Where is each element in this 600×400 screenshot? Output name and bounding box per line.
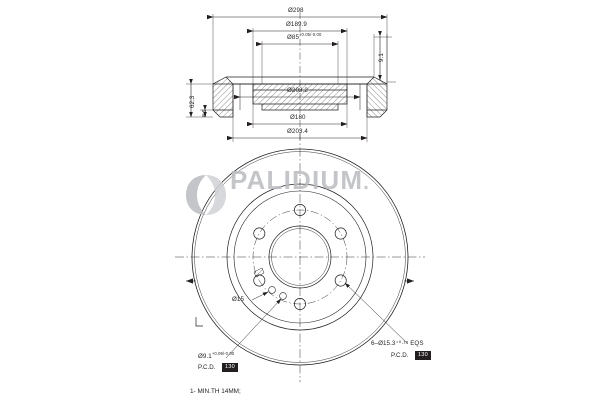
dim-label-d189-9: Ø189.9 <box>286 21 307 28</box>
pcd-left-label: P.C.D. <box>198 364 216 371</box>
orientation-mark-l <box>196 317 203 326</box>
dim-label-d298: Ø298 <box>288 7 304 14</box>
section-right-ring <box>367 77 387 117</box>
dim-label-d180: Ø180 <box>290 114 306 121</box>
pcd-right-value: 130 <box>415 351 431 360</box>
pcd-right-label: P.C.D. <box>391 352 409 359</box>
note-min-thickness: 1- MIN.TH 14MM; <box>190 388 241 395</box>
dim-label-d85-tolerance: +0.05/-0.00 <box>299 31 322 37</box>
brand-watermark-dot: . <box>363 172 371 194</box>
small-holes <box>269 287 287 300</box>
dim-label-d203-4: Ø203.4 <box>287 128 308 135</box>
dim-label-62-3: 62.3 <box>189 95 196 108</box>
dim-label-d9-1 <box>198 350 235 360</box>
top-section-view <box>186 12 396 142</box>
section-left-ring <box>213 77 233 117</box>
dim-label-8-5: 8.5 <box>202 109 208 117</box>
dim-label-d9-1-tolerance: +0.09/-0.00 <box>211 350 235 356</box>
leader-d15 <box>252 292 268 300</box>
leader-d9-1 <box>226 299 281 358</box>
brand-watermark-text: PALIDIUM <box>229 165 364 195</box>
leader-bolt-holes <box>345 283 408 344</box>
dim-label-9-1: 9.1 <box>378 53 385 62</box>
dim-label-d85-value: Ø85 <box>287 34 299 41</box>
dim-label-d15: Ø15 <box>232 296 244 303</box>
dim-label-bolt-holes: 6–Ø15.3⁺⁰·¹⁵ EQS <box>371 340 424 347</box>
dim-label-d85 <box>287 31 322 41</box>
dim-label-d9-1-value: Ø9.1 <box>198 353 212 360</box>
dim-label-d203-2: Ø203.2 <box>287 87 308 94</box>
pcd-left-value: 130 <box>222 363 238 372</box>
